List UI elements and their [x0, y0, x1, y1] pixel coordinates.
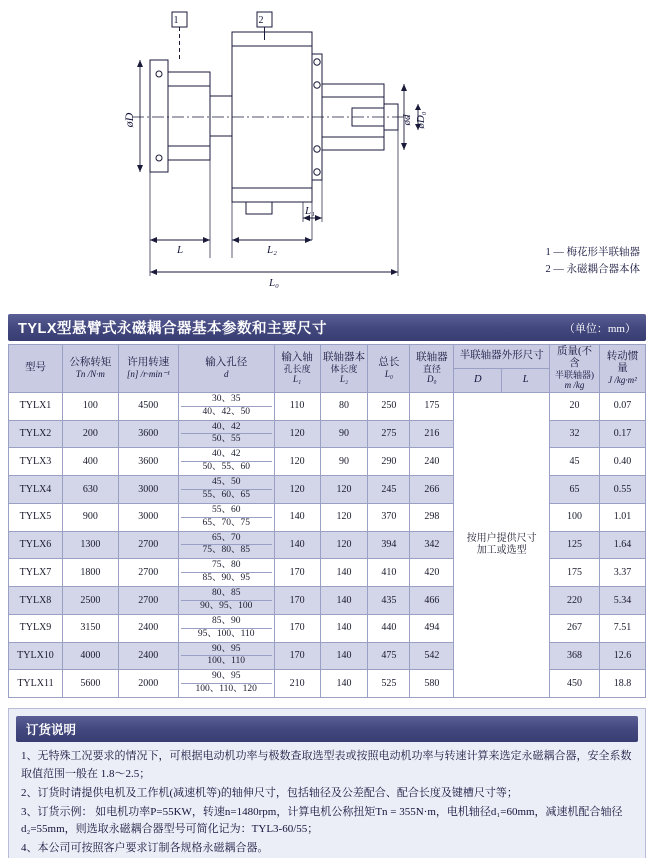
cell-model: TYLX7: [9, 559, 63, 587]
cell-mass: 368: [550, 642, 600, 670]
cell-body-length: 120: [320, 476, 368, 504]
cell-total-length: 370: [368, 503, 410, 531]
bore-line: 100、110、120: [181, 683, 272, 696]
cell-bore: [178, 559, 274, 587]
th-model: 型号: [9, 345, 63, 393]
cell-speed: 2700: [118, 587, 178, 615]
cell-mass: 450: [550, 670, 600, 698]
order-instruction-item: 2、订货时请提供电机及工作机(减速机等)的轴伸尺寸，包括轴径及公差配合、配合长度及键槽尺寸等；: [21, 786, 518, 799]
table-header: [9, 345, 646, 393]
bore-line: 55、60: [211, 504, 241, 515]
cell-bore: [178, 448, 274, 476]
label-outer-diameter: øD: [122, 112, 136, 128]
bore-line: 75、80、85: [181, 544, 272, 557]
cell-hub-length: 170: [274, 587, 320, 615]
cell-total-length: 275: [368, 420, 410, 448]
cell-body-length: 140: [320, 670, 368, 698]
cell-speed: 2700: [118, 559, 178, 587]
table-title: TYLX型悬臂式永磁耦合器基本参数和主要尺寸: [18, 321, 328, 337]
cell-torque: 3150: [62, 614, 118, 642]
cell-model: TYLX4: [9, 476, 63, 504]
cell-outer-diameter: 580: [410, 670, 454, 698]
cell-torque: 2500: [62, 587, 118, 615]
table-row: [9, 559, 646, 587]
cell-bore: [178, 642, 274, 670]
table-body: [9, 392, 646, 697]
bore-line: 40、42: [211, 449, 241, 460]
legend-item-2: 2 — 永磁耦合器本体: [545, 264, 640, 275]
cell-torque: 1300: [62, 531, 118, 559]
bore-line: 45、50: [211, 477, 241, 488]
cell-outer-diameter: 216: [410, 420, 454, 448]
cell-outer-diameter: 542: [410, 642, 454, 670]
cell-speed: 3000: [118, 476, 178, 504]
cell-total-length: 525: [368, 670, 410, 698]
label-coupling-diameter: øD₀: [415, 111, 427, 129]
bore-line: 65、70: [211, 532, 241, 543]
cell-model: TYLX2: [9, 420, 63, 448]
table-row: [9, 642, 646, 670]
cell-outer-diameter: 298: [410, 503, 454, 531]
cell-outer-diameter: 466: [410, 587, 454, 615]
table-unit-note: （单位：mm）: [563, 322, 636, 335]
bore-line: 40、42、50: [181, 406, 272, 419]
th-hub-length: 输入轴 孔长度 L₁: [274, 345, 320, 393]
order-instructions-box: [8, 708, 646, 858]
dim-L: L: [176, 244, 184, 256]
cell-body-length: 140: [320, 559, 368, 587]
cell-torque: 1800: [62, 559, 118, 587]
table-row: [9, 503, 646, 531]
bore-line: 65、70、75: [181, 517, 272, 530]
cell-speed: 3000: [118, 503, 178, 531]
th-half-coupling: 半联轴器外形尺寸: [454, 345, 550, 369]
cell-hub-length: 170: [274, 642, 320, 670]
cell-inertia: 5.34: [599, 587, 645, 615]
cell-speed: 3600: [118, 420, 178, 448]
cell-model: TYLX8: [9, 587, 63, 615]
bore-line: 85、90、95: [181, 572, 272, 585]
cell-speed: 2700: [118, 531, 178, 559]
cell-bore: [178, 531, 274, 559]
cell-speed: 3600: [118, 448, 178, 476]
cell-mass: 125: [550, 531, 600, 559]
cell-outer-diameter: 175: [410, 392, 454, 420]
cell-body-length: 140: [320, 614, 368, 642]
bore-line: 90、95: [211, 643, 241, 654]
cell-hub-length: 170: [274, 559, 320, 587]
th-mass: 质量(不含 半联轴器) m /kg: [550, 345, 600, 393]
table-row: [9, 670, 646, 698]
cell-inertia: 12.6: [599, 642, 645, 670]
cell-bore: [178, 587, 274, 615]
cell-torque: 5600: [62, 670, 118, 698]
callout-1: 1: [173, 15, 179, 26]
cell-bore: [178, 670, 274, 698]
cell-body-length: 80: [320, 392, 368, 420]
cell-model: TYLX5: [9, 503, 63, 531]
cell-mass: 32: [550, 420, 600, 448]
bore-line: 40、42: [211, 421, 241, 432]
technical-drawing: [0, 0, 654, 310]
cell-total-length: 290: [368, 448, 410, 476]
table-title-bar: [8, 314, 646, 341]
bore-line: 80、85: [211, 588, 241, 599]
bore-line: 100、110: [181, 655, 272, 668]
cell-model: TYLX6: [9, 531, 63, 559]
cell-body-length: 120: [320, 503, 368, 531]
cell-speed: 4500: [118, 392, 178, 420]
dim-L1: L₁: [305, 205, 315, 217]
cell-model: TYLX1: [9, 392, 63, 420]
cell-outer-diameter: 420: [410, 559, 454, 587]
bore-line: 90、95、100: [181, 600, 272, 613]
cell-speed: 2400: [118, 642, 178, 670]
cell-mass: 45: [550, 448, 600, 476]
table-row: [9, 420, 646, 448]
table-row: [9, 392, 646, 420]
cell-hub-length: 140: [274, 531, 320, 559]
cell-torque: 630: [62, 476, 118, 504]
cell-total-length: 475: [368, 642, 410, 670]
bore-line: 55、60、65: [181, 489, 272, 502]
bore-line: 90、95: [211, 671, 241, 682]
cell-inertia: 18.8: [599, 670, 645, 698]
cell-model: TYLX9: [9, 614, 63, 642]
cell-total-length: 410: [368, 559, 410, 587]
cell-body-length: 120: [320, 531, 368, 559]
cell-hub-length: 120: [274, 476, 320, 504]
order-instruction-item: 4、本公司可按照客户要求订制各规格永磁耦合器。: [21, 842, 269, 855]
cell-body-length: 90: [320, 448, 368, 476]
cell-total-length: 394: [368, 531, 410, 559]
cell-inertia: 1.64: [599, 531, 645, 559]
bore-line: 30、35: [211, 393, 241, 404]
cell-inertia: 1.01: [599, 503, 645, 531]
th-torque: 公称转矩 Tn /N·m: [62, 345, 118, 393]
drawing-legend: [546, 244, 641, 278]
legend-item-1: 1 — 梅花形半联轴器: [545, 247, 640, 258]
cell-torque: 900: [62, 503, 118, 531]
cell-torque: 200: [62, 420, 118, 448]
cell-total-length: 245: [368, 476, 410, 504]
cell-bore: [178, 614, 274, 642]
cell-body-length: 140: [320, 642, 368, 670]
cell-torque: 100: [62, 392, 118, 420]
dim-L2: L₂: [267, 244, 277, 256]
order-instruction-item: 1、无特殊工况要求的情况下，可根据电动机功率与极数查取选型表或按照电动机功率与转速计算来选定永磁耦合器，安全系数取值范围一般在 1.8～2.5；: [21, 750, 632, 780]
table-row: [9, 614, 646, 642]
cell-mass: 267: [550, 614, 600, 642]
bore-line: 50、55、60: [181, 461, 272, 474]
cell-total-length: 250: [368, 392, 410, 420]
th-half-coupling-d: D: [454, 368, 502, 392]
label-bore-diameter: ød: [401, 114, 413, 126]
cell-total-length: 440: [368, 614, 410, 642]
cell-hub-length: 170: [274, 614, 320, 642]
th-outer-diameter: 联轴器 直径 D₀: [410, 345, 454, 393]
cell-model: TYLX10: [9, 642, 63, 670]
cell-inertia: 7.51: [599, 614, 645, 642]
cell-torque: 4000: [62, 642, 118, 670]
cell-mass: 220: [550, 587, 600, 615]
cell-torque: 400: [62, 448, 118, 476]
th-bore: 输入孔径 d: [178, 345, 274, 393]
table-row: [9, 587, 646, 615]
dim-L0: L₀: [269, 277, 279, 289]
cell-outer-diameter: 494: [410, 614, 454, 642]
cell-inertia: 0.17: [599, 420, 645, 448]
cell-hub-length: 120: [274, 448, 320, 476]
cell-hub-length: 210: [274, 670, 320, 698]
cell-outer-diameter: 240: [410, 448, 454, 476]
th-half-coupling-l: L: [502, 368, 550, 392]
cell-outer-diameter: 342: [410, 531, 454, 559]
cell-inertia: 0.55: [599, 476, 645, 504]
cell-hub-length: 110: [274, 392, 320, 420]
cell-body-length: 90: [320, 420, 368, 448]
table-row: [9, 476, 646, 504]
cell-model: TYLX11: [9, 670, 63, 698]
cell-inertia: 3.37: [599, 559, 645, 587]
order-instructions-heading: 订货说明: [16, 716, 638, 742]
cell-bore: [178, 420, 274, 448]
bore-line: 50、55: [181, 433, 272, 446]
th-speed: 许用转速 [n] /r·min⁻¹: [118, 345, 178, 393]
specification-table: [8, 344, 646, 698]
bore-line: 85、90: [211, 615, 241, 626]
table-row: [9, 448, 646, 476]
cell-mass: 175: [550, 559, 600, 587]
callout-2: 2: [258, 15, 264, 26]
th-body-length: 联轴器本 体长度 L₂: [320, 345, 368, 393]
order-instructions-body: [9, 742, 645, 858]
cell-bore: [178, 392, 274, 420]
cell-half-coupling-note: 按用户提供尺寸 加工或选型: [454, 392, 550, 697]
bore-line: 75、80: [211, 560, 241, 571]
cell-hub-length: 140: [274, 503, 320, 531]
table-row: [9, 531, 646, 559]
cell-hub-length: 120: [274, 420, 320, 448]
cell-bore: [178, 476, 274, 504]
th-total-length: 总长 L₀: [368, 345, 410, 393]
th-inertia: 转动惯量 J /kg·m²: [599, 345, 645, 393]
cell-speed: 2000: [118, 670, 178, 698]
cell-bore: [178, 503, 274, 531]
cell-inertia: 0.40: [599, 448, 645, 476]
bore-line: 95、100、110: [181, 628, 272, 641]
order-instruction-item: 3、订货示例： 如电机功率P=55KW，转速n=1480rpm，计算电机公称扭矩Tn = 355N·m，电机轴径d₁=60mm，减速机配合轴径d₂=55mm，则选取永磁耦合器型号可简化记为：TYL3-60/55；: [21, 805, 623, 836]
cell-mass: 100: [550, 503, 600, 531]
cell-outer-diameter: 266: [410, 476, 454, 504]
cell-body-length: 140: [320, 587, 368, 615]
cell-speed: 2400: [118, 614, 178, 642]
cell-inertia: 0.07: [599, 392, 645, 420]
cell-total-length: 435: [368, 587, 410, 615]
cell-mass: 20: [550, 392, 600, 420]
cell-model: TYLX3: [9, 448, 63, 476]
cell-mass: 65: [550, 476, 600, 504]
